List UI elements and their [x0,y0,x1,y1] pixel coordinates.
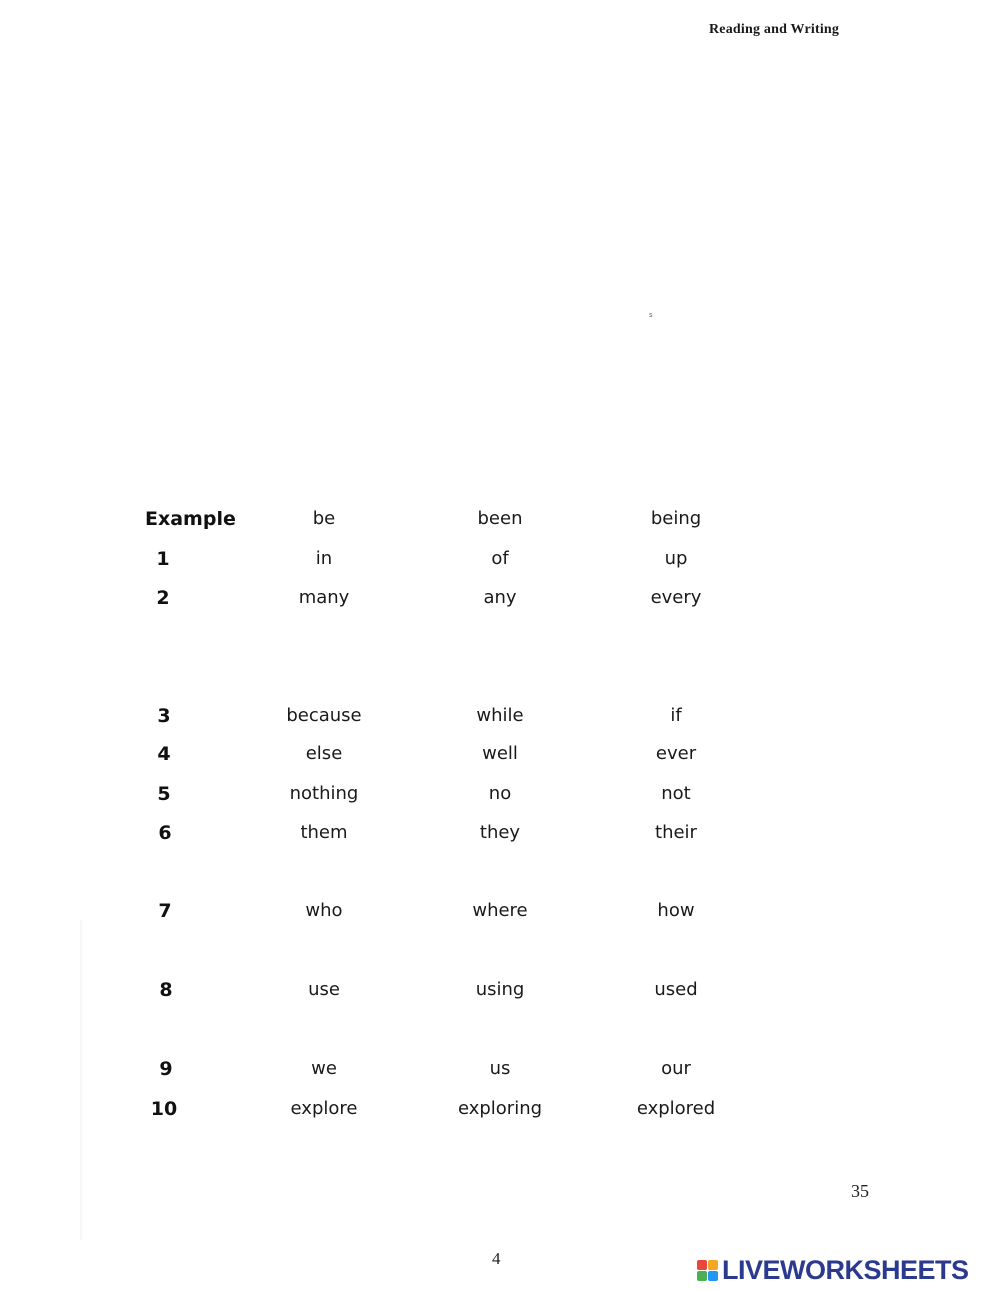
word-option[interactable]: we [311,1058,337,1079]
word-option[interactable]: in [315,548,333,569]
word-option[interactable]: us [489,1058,511,1079]
example-label: Example [145,508,236,530]
word-option[interactable]: them [300,822,348,843]
row-number: 8 [159,979,173,1001]
word-option[interactable]: our [661,1058,691,1079]
word-option[interactable]: every [650,587,702,608]
word-row-4 [0,743,1000,773]
word-row-5 [0,783,1000,813]
logo-block [697,1271,707,1281]
word-row-3 [0,705,1000,735]
stray-mark: s [649,311,653,319]
word-option[interactable]: of [491,548,509,569]
word-row-10 [0,1098,1000,1128]
word-option: being [650,508,702,529]
example-row [0,508,1000,538]
word-option[interactable]: exploring [457,1098,543,1119]
word-row-8 [0,979,1000,1009]
row-number: 5 [157,783,171,805]
liveworksheets-logo [697,1254,969,1286]
word-option[interactable]: if [670,705,682,726]
row-number: 9 [159,1058,173,1080]
page-number: 4 [492,1249,501,1268]
book-page-number: 35 [851,1181,869,1201]
word-option[interactable]: using [475,979,525,1000]
row-number: 2 [156,587,170,609]
word-option[interactable]: explore [290,1098,358,1119]
word-row-2 [0,587,1000,617]
word-option[interactable]: well [482,743,518,764]
word-option[interactable]: else [305,743,343,764]
row-number: 4 [157,743,171,765]
logo-blocks-icon [697,1260,718,1281]
word-option: be [312,508,336,529]
word-row-7 [0,900,1000,930]
word-option: been [477,508,523,529]
word-option[interactable]: used [654,979,698,1000]
row-number: 6 [158,822,172,844]
word-option[interactable]: no [488,783,512,804]
logo-block [708,1260,718,1270]
word-option[interactable]: how [657,900,695,921]
word-row-1 [0,548,1000,578]
word-option[interactable]: they [479,822,521,843]
word-row-6 [0,822,1000,852]
logo-text: LIVEWORKSHEETS [722,1254,969,1285]
scan-edge-shadow [80,920,84,1240]
word-option[interactable]: because [286,705,362,726]
word-option[interactable]: who [305,900,343,921]
logo-block [708,1271,718,1281]
word-option[interactable]: while [476,705,524,726]
word-option[interactable]: many [298,587,350,608]
word-option[interactable]: ever [655,743,697,764]
logo-block [697,1260,707,1270]
word-option[interactable]: nothing [289,783,359,804]
word-option[interactable]: explored [636,1098,716,1119]
word-option[interactable]: any [483,587,517,608]
word-option[interactable]: up [664,548,688,569]
word-row-9 [0,1058,1000,1088]
row-number: 7 [158,900,172,922]
word-option[interactable]: their [655,822,697,843]
word-option[interactable]: not [661,783,691,804]
section-title: Reading and Writing [709,22,840,37]
row-number: 1 [156,548,170,570]
row-number: 3 [157,705,171,727]
word-option[interactable]: where [472,900,528,921]
word-option[interactable]: use [308,979,340,1000]
row-number: 10 [150,1098,178,1120]
